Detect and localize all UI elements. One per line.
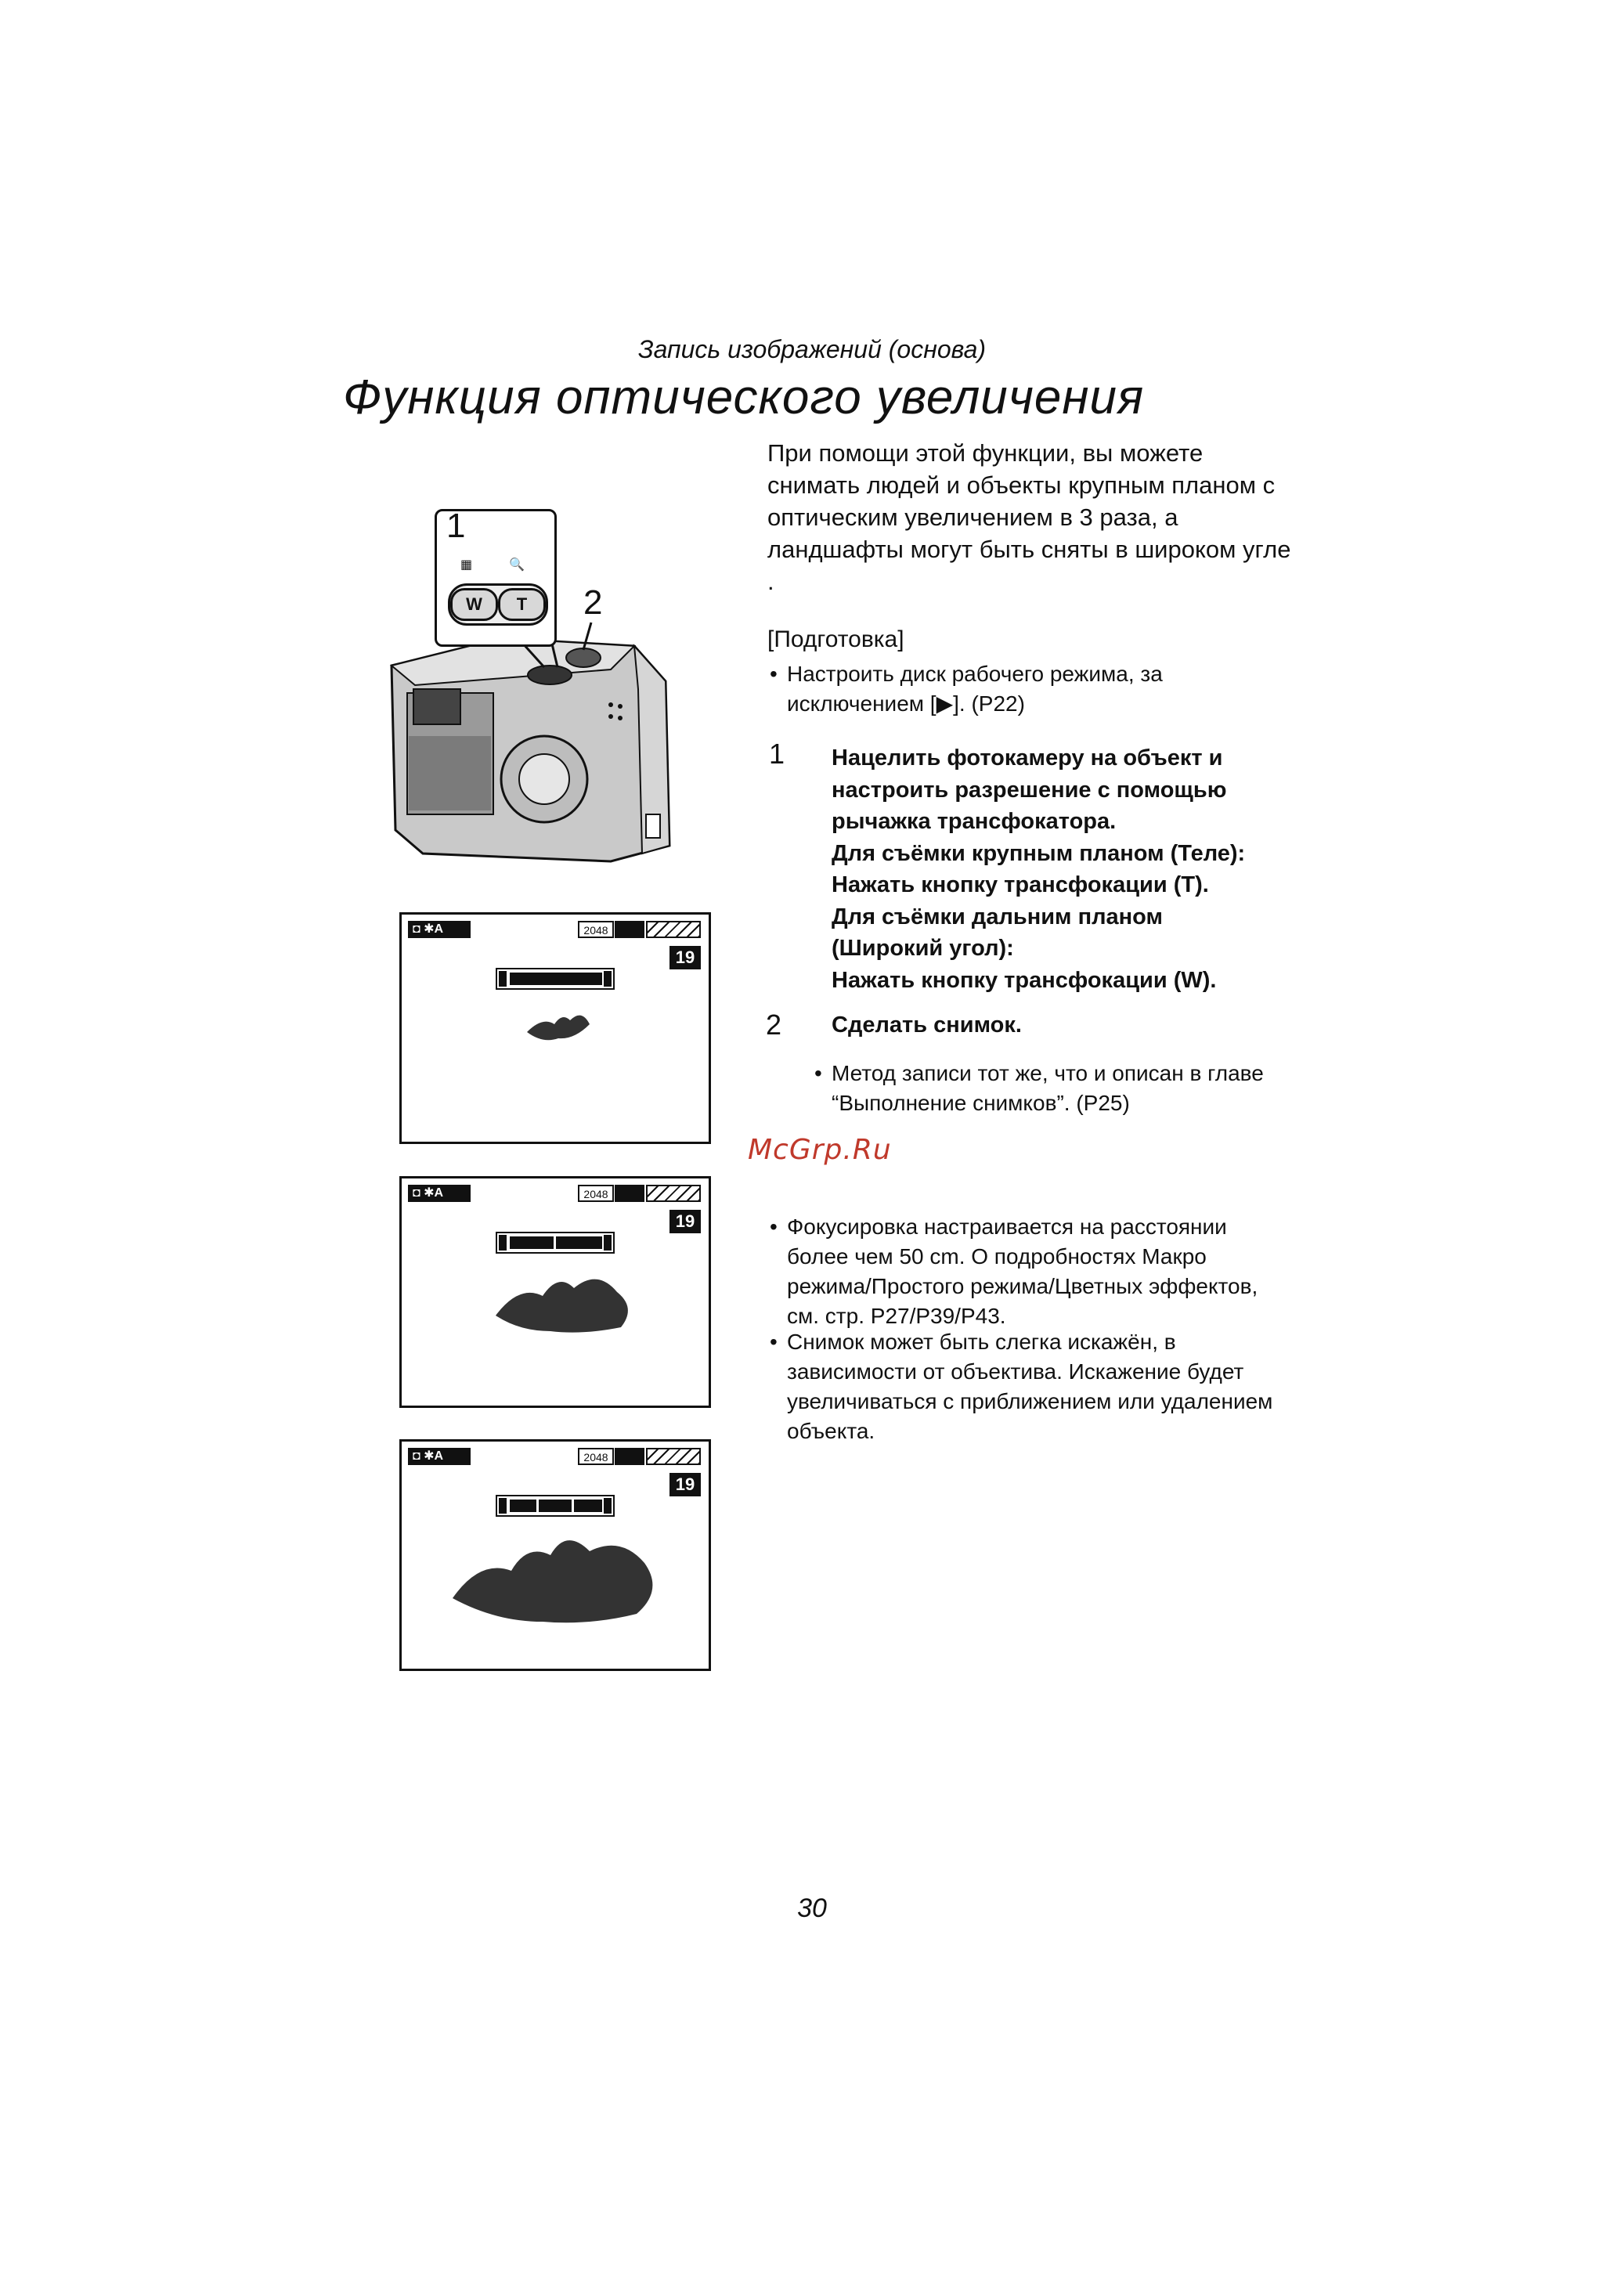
- step-1-line: Нацелить фотокамеру на объект и: [832, 745, 1223, 771]
- step-1-line: Для съёмки дальним планом: [832, 904, 1163, 929]
- quality-indicator: [615, 1185, 644, 1202]
- note-2-text: Снимок может быть слегка искажён, в зависимости от объектива. Искажение будет увеличиваться с приближением или удалением объекта.: [787, 1330, 1273, 1443]
- wide-icon: ▦: [460, 558, 473, 572]
- battery-indicator: [646, 1448, 701, 1465]
- bullet-icon: •: [814, 1061, 822, 1085]
- subject-image: [519, 1001, 597, 1048]
- lcd-screen-middle: [399, 1176, 711, 1408]
- resolution-indicator: 2048: [578, 1448, 614, 1465]
- bullet-icon: •: [770, 1214, 778, 1239]
- battery-indicator: [646, 921, 701, 938]
- preparation-text: Настроить диск рабочего режима, за исключением [▶]. (P22): [787, 662, 1163, 716]
- intro-paragraph: При помощи этой функции, вы можете снимать людей и объекты крупным планом с оптическим увеличением в 3 раза, а ландшафты могут быть сняты в широком угле .: [767, 439, 1291, 595]
- mode-indicator: ◘ ✱A: [408, 1185, 471, 1202]
- quality-indicator: [615, 921, 644, 938]
- lcd-screen-tele: [399, 1439, 711, 1671]
- battery-indicator: [646, 1185, 701, 1202]
- zoom-bar: [496, 1232, 615, 1254]
- zoom-bar: [496, 968, 615, 990]
- step-2-note: [814, 1059, 1270, 1118]
- shot-count: 19: [669, 1473, 701, 1496]
- step-2-text: Сделать снимок.: [832, 1012, 1022, 1038]
- callout-1: 1: [446, 507, 466, 545]
- step-1-line: рычажка трансфокатора.: [832, 809, 1117, 834]
- resolution-indicator: 2048: [578, 1185, 614, 1202]
- callout-2: 2: [583, 583, 603, 622]
- shot-count: 19: [669, 1210, 701, 1233]
- zoom-lever: [448, 583, 548, 626]
- section-label: Запись изображений (основа): [637, 335, 987, 363]
- step-1-line: Нажать кнопку трансфокации (T).: [832, 872, 1209, 897]
- mode-indicator: ◘ ✱A: [408, 1448, 471, 1465]
- page-number: 30: [797, 1893, 827, 1923]
- step-1-number: 1: [769, 738, 785, 770]
- quality-indicator: [615, 1448, 644, 1465]
- subject-image: [449, 1512, 668, 1630]
- preparation-bullet: [770, 659, 1272, 719]
- page-title: Функция оптического увеличения: [343, 370, 1145, 424]
- tele-icon: 🔍: [509, 558, 525, 572]
- preparation-label: [Подготовка]: [767, 626, 904, 652]
- step-2-note-text: Метод записи тот же, что и описан в главе “Выполнение снимков”. (P25): [832, 1061, 1264, 1115]
- subject-image: [488, 1253, 644, 1339]
- note-2: [770, 1327, 1288, 1446]
- zoom-button-callout: [435, 509, 557, 647]
- bullet-icon: •: [770, 662, 778, 686]
- step-1-line: Для съёмки крупным планом (Теле):: [832, 840, 1246, 866]
- shot-count: 19: [669, 946, 701, 969]
- step-1-line: настроить разрешение с помощью: [832, 777, 1227, 803]
- resolution-indicator: 2048: [578, 921, 614, 938]
- step-1-line: (Широкий угол):: [832, 936, 1014, 961]
- step-1-text: [832, 742, 1317, 996]
- mode-indicator: ◘ ✱A: [408, 921, 471, 938]
- bullet-icon: •: [770, 1330, 778, 1354]
- lcd-screen-wide: [399, 912, 711, 1144]
- step-2-number: 2: [766, 1009, 782, 1041]
- wide-button[interactable]: W: [450, 588, 498, 621]
- tele-button[interactable]: T: [498, 588, 546, 621]
- watermark: McGrp.Ru: [748, 1134, 892, 1166]
- note-1: [770, 1212, 1288, 1331]
- step-1-line: Нажать кнопку трансфокации (W).: [832, 967, 1217, 993]
- note-1-text: Фокусировка настраивается на расстоянии более чем 50 cm. О подробностях Макро режима/Простого режима/Цветных эффектов, см. стр. P27/P39/P43.: [787, 1214, 1258, 1328]
